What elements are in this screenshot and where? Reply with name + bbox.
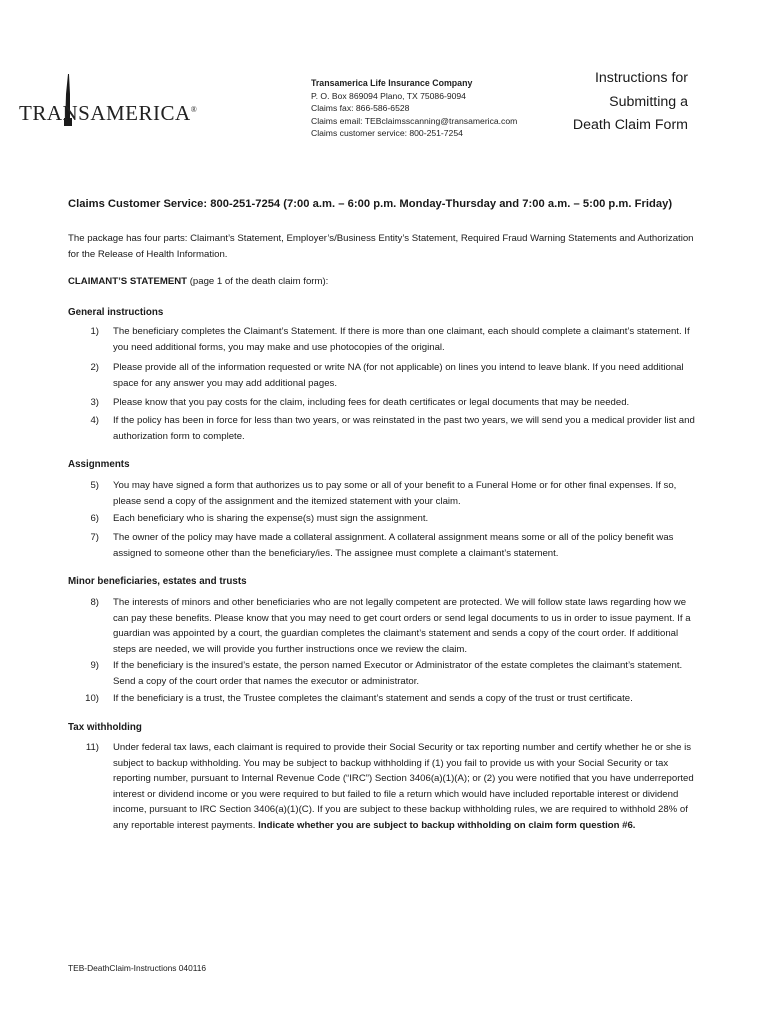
title-line-1: Instructions for: [594, 70, 688, 86]
claims-fax: Claims fax: 866-586-6528: [311, 103, 410, 114]
registered-mark: ®: [190, 105, 198, 114]
document-title: [548, 67, 688, 138]
item-number: 10): [85, 693, 99, 704]
item-number: 7): [90, 532, 99, 543]
item-number: 6): [90, 513, 99, 524]
item-text: The interests of minors and other beneficiaries who are not legally competent are protected. We will follow state laws regarding how we can pay these benefits. Please know that you may need to get court orders or send legal documents to us in order to issue payment. If a guardian was appointed by a court, the guardian completes the claimant’s statement and sends a copy of the court order. If additional steps are needed, we will provide you further instructions once we review the claim.: [113, 597, 691, 655]
logo-text: TRANSAMERICA: [19, 101, 191, 125]
section-assignments: Assignments: [68, 459, 130, 470]
logo-wordmark: [19, 101, 197, 126]
item-number: 8): [90, 597, 99, 608]
item-text: The beneficiary completes the Claimant’s Statement. If there is more than one claimant, each should complete a claimant’s statement. If you need additional forms, you may make and use photocopies of the original.: [113, 326, 690, 353]
item-number: 11): [85, 742, 99, 753]
item-text: Please provide all of the information requested or write NA (for not applicable) on lines you intend to leave blank. If you need additional space for any answer you may add additional pages.: [113, 362, 684, 389]
claims-email: Claims email: TEBclaimsscanning@transamerica.com: [311, 115, 518, 126]
title-line-3: Death Claim Form: [572, 117, 688, 133]
item-text: The owner of the policy may have made a collateral assignment. A collateral assignment means some or all of the policy benefit was assigned to someone other than the beneficiary/ies. The assignee must complete a claimant’s statement.: [113, 532, 674, 559]
claimant-suffix: (page 1 of the death claim form):: [187, 276, 329, 287]
claimant-statement-line: [68, 274, 698, 290]
item-number: 1): [90, 326, 99, 337]
section-general-instructions: General instructions: [68, 307, 164, 318]
company-contact-block: [311, 77, 517, 140]
item-text: You may have signed a form that authorizes us to pay some or all of your benefit to a Funeral Home or for other final expenses. If so, please send a copy of the assignment and the itemized statement with your claim.: [113, 480, 677, 507]
item-text: Each beneficiary who is sharing the expense(s) must sign the assignment.: [113, 513, 429, 524]
item-text: If the beneficiary is the insured’s estate, the person named Executor or Administrator of the estate completes the claimant’s statement. Send a copy of the court order that names the executor or administrator.: [113, 660, 683, 687]
item-number: 4): [90, 415, 99, 426]
title-line-2: Submitting a: [609, 93, 688, 110]
item-number: 2): [90, 362, 99, 373]
company-name: Transamerica Life Insurance Company: [311, 78, 473, 88]
item-text: If the policy has been in force for less than two years, or was reinstated in the past two years, we will send you a medical provider list and authorization form to complete.: [113, 415, 695, 442]
company-address: P. O. Box 869094 Plano, TX 75086-9094: [311, 90, 466, 101]
claims-service-hours: Claims Customer Service: 800-251-7254 (7:00 a.m. – 6:00 p.m. Monday-Thursday and 7:00 a.m. – 5:00 p.m. Friday): [68, 198, 673, 210]
intro-paragraph: The package has four parts: Claimant’s Statement, Employer’s/Business Entity’s Statement, Required Fraud Warning Statements and Authorization for the Release of Health Information.: [68, 233, 694, 260]
item-text-bold: Indicate whether you are subject to backup withholding on claim form question #6.: [258, 819, 636, 831]
item-text: [113, 740, 699, 833]
section-tax-withholding: Tax withholding: [68, 722, 142, 733]
document-footer-code: TEB-DeathClaim-Instructions 040116: [68, 963, 207, 973]
claims-customer-service: Claims customer service: 800-251-7254: [311, 128, 463, 139]
item-text-body: Under federal tax laws, each claimant is required to provide their Social Security or tax reporting number and certify whether he or she is subject to backup withholding. You may be subject to backup withholding if (1) you fail to provide us with your Social Security or tax reporting number, pursuant to Internal Revenue Code (“IRC”) Section 3406(a)(1)(A); or (2) you were notified that you have underreported interest or dividend income or you were required to but failed to file a return which would have included reportable interest or dividend income, pursuant to IRC Section 3406(a)(1)(C). If you are subject to these backup withholding rules, we are required to withhold 28% of any reportable interest payments.: [113, 742, 694, 831]
claimant-heading: CLAIMANT’S STATEMENT: [68, 276, 188, 287]
item-number: 3): [90, 397, 99, 408]
item-number: 5): [90, 480, 99, 491]
section-minor-beneficiaries: Minor beneficiaries, estates and trusts: [68, 576, 247, 587]
item-number: 9): [90, 660, 99, 671]
item-text: If the beneficiary is a trust, the Trustee completes the claimant’s statement and sends a copy of the trust or trust certificate.: [113, 693, 633, 704]
item-text: Please know that you pay costs for the claim, including fees for death certificates or legal documents that may be needed.: [113, 397, 630, 408]
